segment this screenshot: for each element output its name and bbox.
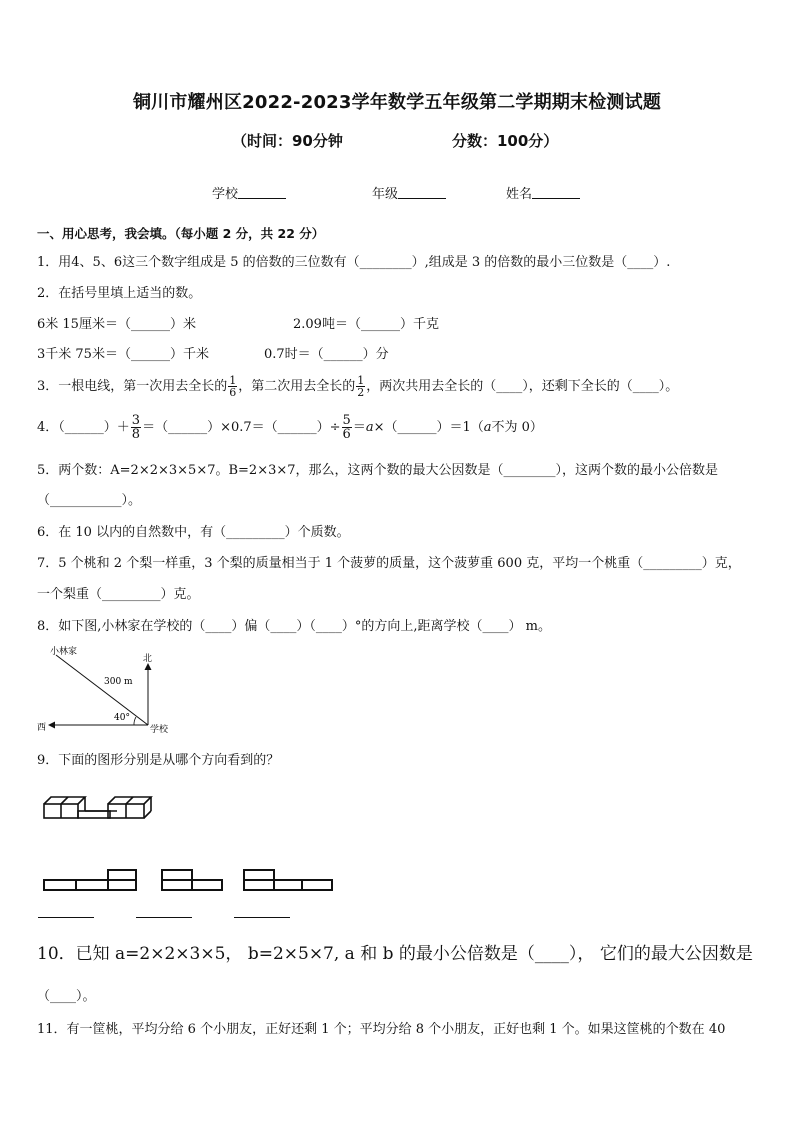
- angle-label: 40°: [114, 713, 130, 723]
- answer-line-3[interactable]: [234, 917, 290, 918]
- direction-line-to-home: [56, 655, 148, 725]
- view-figure-1: [42, 868, 142, 892]
- question-5-line-2: （___________）。: [37, 493, 142, 508]
- exam-time: （时间：90分钟: [232, 132, 343, 150]
- question-2a: 6米 15厘米＝（______）米: [37, 317, 196, 332]
- question-8: 8．如下图,小林家在学校的（____）偏（____）（____）°的方向上,距离学校（____） m。: [37, 619, 551, 634]
- fraction-five-sixths: [342, 414, 352, 441]
- exam-score: 分数：100分）: [452, 132, 559, 150]
- question-9: 9．下面的图形分别是从哪个方向看到的？: [37, 753, 280, 768]
- north-label: 北: [143, 654, 153, 664]
- exam-title: 铜川市耀州区2022-2023学年数学五年级第二学期期末检测试题: [132, 92, 662, 113]
- fraction-one-sixth: [228, 375, 237, 398]
- question-2b: 2.09吨＝（______）千克: [293, 317, 439, 332]
- name-blank[interactable]: [532, 186, 580, 199]
- cube-solid-figure: [42, 790, 160, 822]
- question-2d: 0.7时＝（______）分: [264, 347, 389, 362]
- question-6: 6．在 10 以内的自然数中，有（_________）个质数。: [37, 525, 350, 540]
- home-label: 小林家: [50, 647, 78, 657]
- school-label: 学校: [212, 187, 239, 202]
- variable-a: a: [365, 420, 374, 435]
- question-2c: 3千米 75米＝（______）千米: [37, 347, 209, 362]
- fraction-numerator: 1: [357, 374, 365, 387]
- fraction-denominator: 2: [357, 386, 365, 399]
- q4-text-5: 不为 0）: [491, 420, 543, 435]
- question-1: 1．用4、5、6这三个数字组成是 5 的倍数的三位数有（________）,组成是 3 的倍数的最小三位数是（____）.: [37, 255, 671, 270]
- q4-text-1: 4．（______）＋: [37, 420, 130, 435]
- west-label: 西: [37, 723, 47, 733]
- question-7-line-1: 7．5 个桃和 2 个梨一样重，3 个梨的质量相当于 1 个菠萝的质量，这个菠萝重 600 克，平均一个桃重（_________）克，: [37, 556, 741, 571]
- fraction-three-eighths: [131, 414, 141, 441]
- direction-diagram: [34, 644, 184, 736]
- angle-arc: [134, 717, 136, 725]
- grade-field: [372, 183, 446, 202]
- q3-text-1: 3．一根电线，第一次用去全长的: [37, 379, 228, 394]
- fraction-numerator: 5: [342, 413, 351, 428]
- fraction-numerator: 1: [229, 374, 237, 387]
- view-figure-3: [242, 868, 336, 892]
- question-10-line-1: 10．已知 a=2×2×3×5， b=2×5×7, a 和 b 的最小公倍数是（____）， 它们的最大公因数是: [37, 944, 753, 964]
- q3-text-2: ，第二次用去全长的: [238, 379, 356, 394]
- q4-text-2: ＝（______）×0.7＝（______）÷: [142, 420, 341, 435]
- fraction-one-half: [356, 375, 365, 398]
- answer-line-1[interactable]: [38, 917, 94, 918]
- name-field: [506, 183, 580, 202]
- fraction-numerator: 3: [131, 413, 141, 428]
- grade-blank[interactable]: [398, 186, 446, 199]
- grade-label: 年级: [372, 187, 399, 202]
- view-figure-2: [160, 868, 226, 892]
- fraction-denominator: 6: [342, 427, 351, 442]
- question-7-line-2: 一个梨重（_________）克。: [37, 587, 200, 602]
- variable-a: a: [483, 420, 492, 435]
- question-4: [37, 414, 543, 441]
- school-blank[interactable]: [238, 186, 286, 199]
- name-label: 姓名: [506, 187, 533, 202]
- distance-label: 300 m: [104, 677, 133, 687]
- question-3: [37, 375, 678, 398]
- school-label: 学校: [150, 725, 169, 735]
- section-heading: 一、用心思考，我会填。（每小题 2 分，共 22 分）: [37, 226, 325, 241]
- q4-text-3: ＝: [352, 420, 366, 435]
- question-11: 11．有一筐桃，平均分给 6 个小朋友，正好还剩 1 个；平均分给 8 个小朋友，正好也剩 1 个。如果这筐桃的个数在 40: [37, 1022, 726, 1037]
- question-2: 2．在括号里填上适当的数。: [37, 286, 202, 301]
- fraction-denominator: 6: [229, 386, 237, 399]
- answer-line-2[interactable]: [136, 917, 192, 918]
- school-field: [212, 183, 286, 202]
- q4-text-4: ×（______）＝1（: [373, 420, 484, 435]
- fraction-denominator: 8: [131, 427, 141, 442]
- q3-text-3: ，两次共用去全长的（____），还剩下全长的（____）。: [366, 379, 679, 394]
- question-10-line-2: （____）。: [37, 989, 96, 1004]
- question-5-line-1: 5．两个数：A=2×2×3×5×7。B=2×3×7，那么，这两个数的最大公因数是（________），这两个数的最小公倍数是: [37, 463, 719, 478]
